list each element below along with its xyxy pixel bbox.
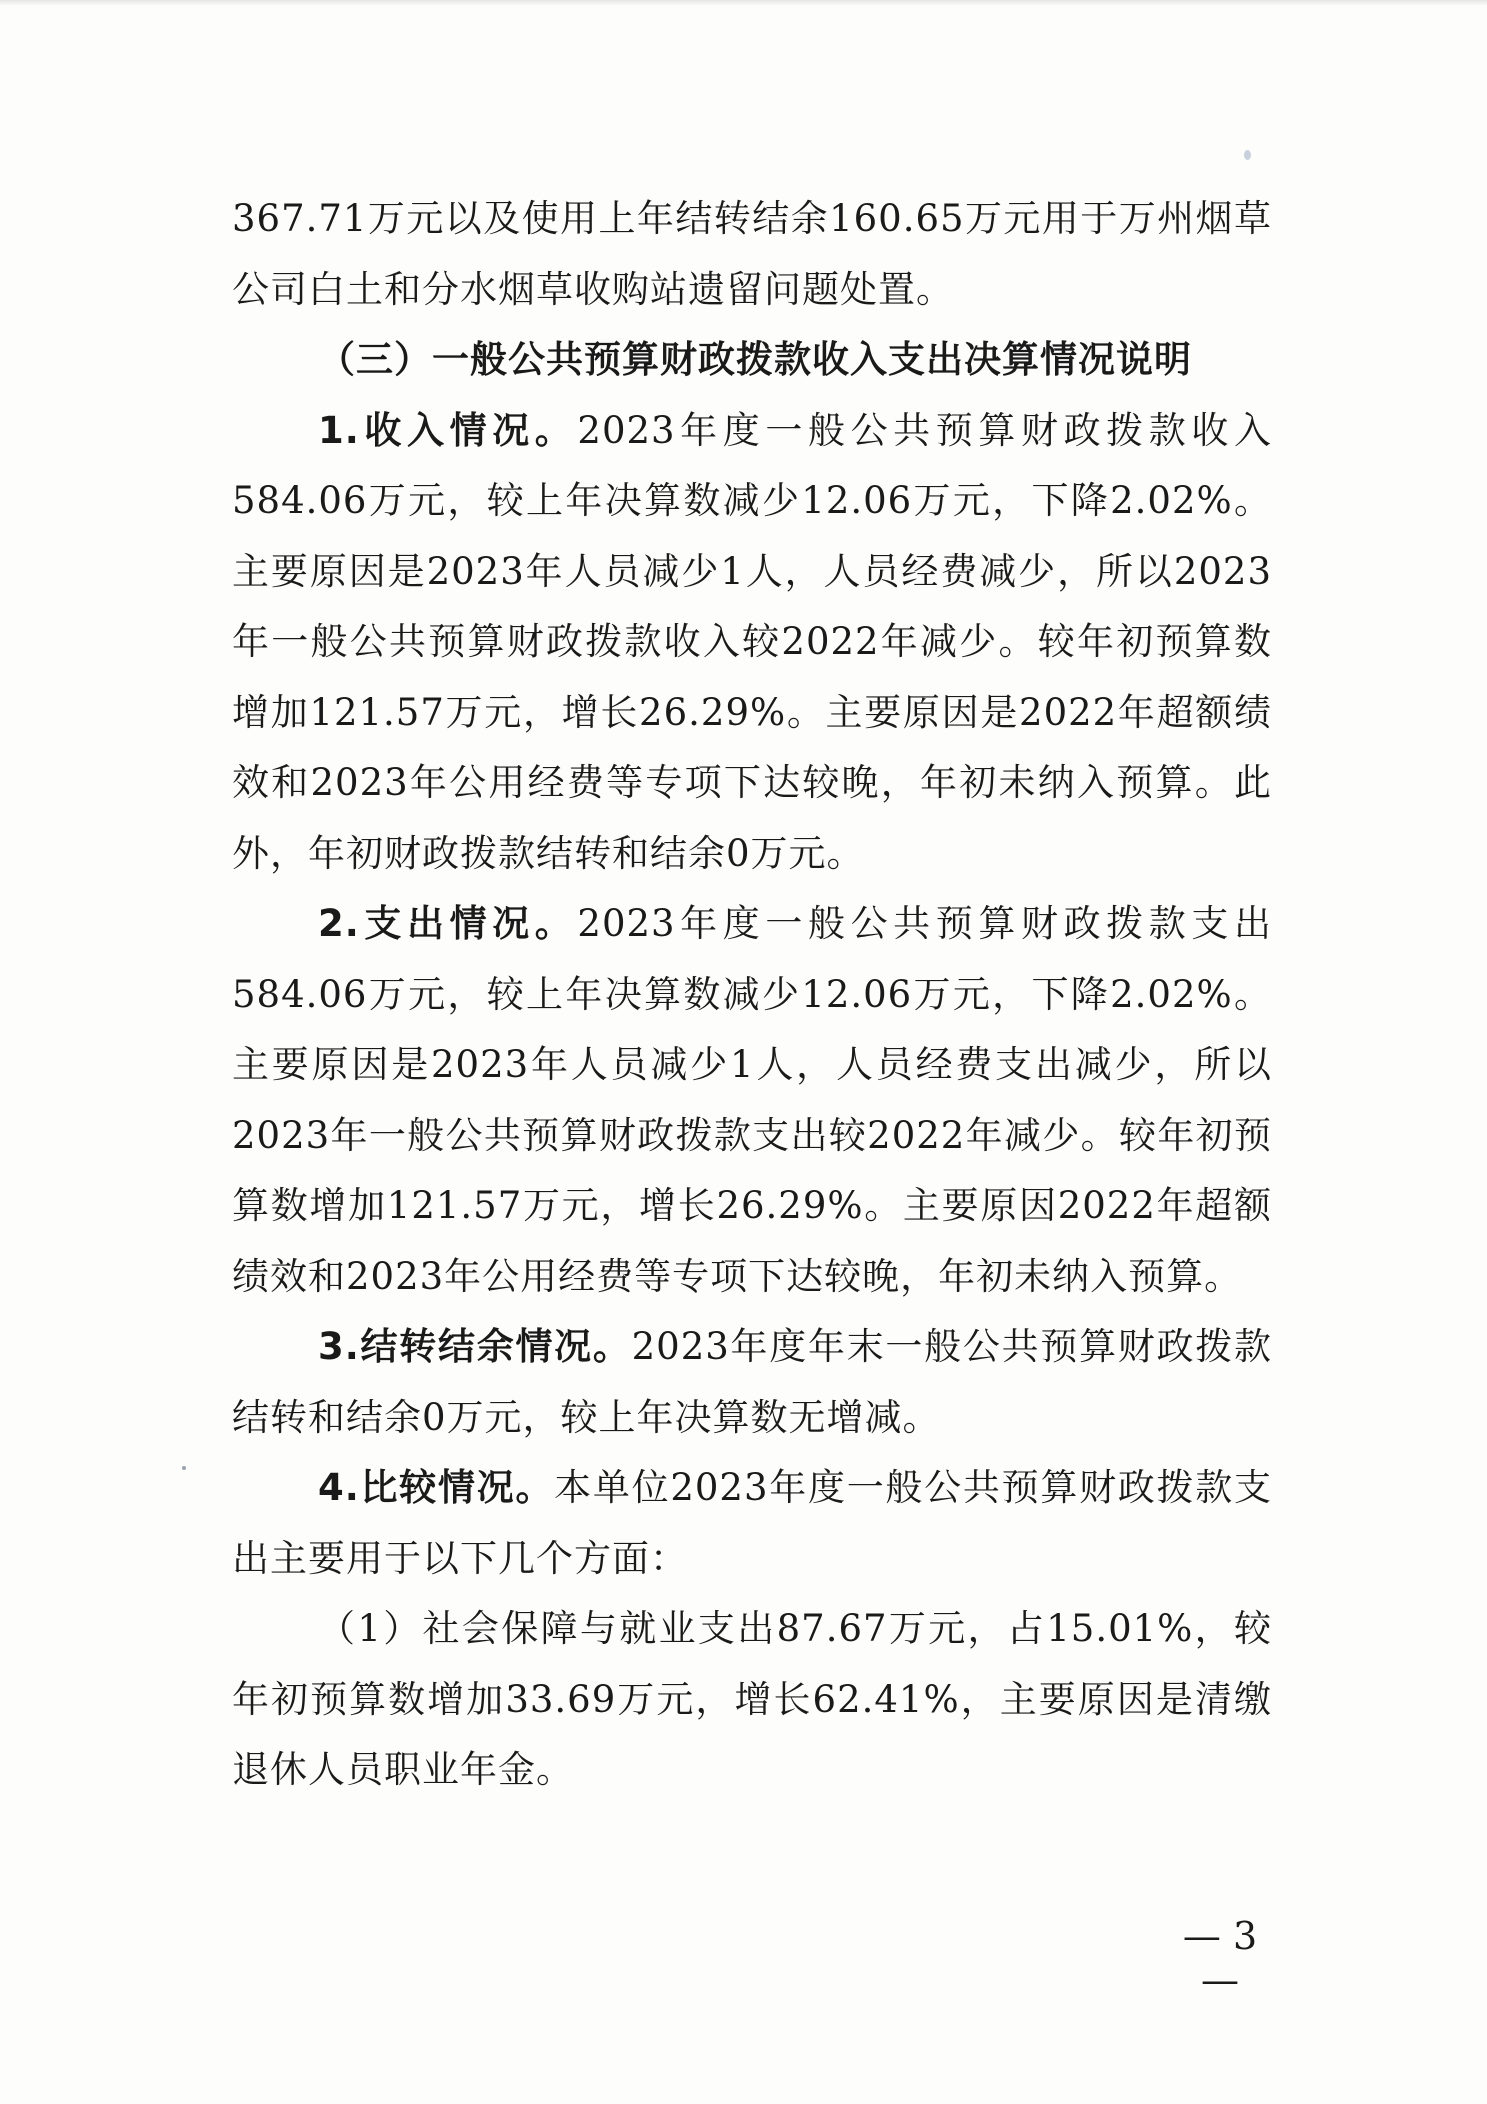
income-text: 2023年度一般公共预算财政拨款收入584.06万元，较上年决算数减少12.06万元，下降2.02%。主要原因是2023年人员减少1人，人员经费减少，所以2023年一般公共预算财政拨款收入较2022年减少。较年初预算数增加121.57万元，增长26.29%。主要原因是2022年超额绩效和2023年公用经费等专项下达较晚，年初未纳入预算。此外，年初财政拨款结转和结余0万元。: [232, 408, 1272, 875]
paragraph-continuation: 367.71万元以及使用上年结转结余160.65万元用于万州烟草公司白土和分水烟草收购站遗留问题处置。: [232, 197, 1272, 311]
paragraph-comparison: [232, 1453, 1272, 1594]
carryover-label: 3.结转结余情况。: [318, 1325, 632, 1368]
scan-speck: [1244, 150, 1251, 160]
scan-edge: [0, 0, 1487, 6]
expenditure-text: 2023年度一般公共预算财政拨款支出584.06万元，较上年决算数减少12.06万元，下降2.02%。主要原因是2023年人员减少1人，人员经费支出减少，所以2023年一般公共预算财政拨款支出较2022年减少。较年初预算数增加121.57万元，增长26.29%。主要原因2022年超额绩效和2023年公用经费等专项下达较晚，年初未纳入预算。: [232, 902, 1272, 1298]
expenditure-label: 2.支出情况。: [318, 902, 578, 945]
paragraph-carryover: [232, 1312, 1272, 1453]
scan-speck: [182, 1466, 186, 1470]
document-body: [232, 184, 1272, 1806]
comparison-label: 4.比较情况。: [318, 1466, 555, 1509]
comparison-text: 本单位2023年度一般公共预算财政拨款支出主要用于以下几个方面：: [232, 1466, 1272, 1580]
carryover-text: 2023年度年末一般公共预算财政拨款结转和结余0万元，较上年决算数无增减。: [232, 1325, 1272, 1439]
paragraph-social-security: （1）社会保障与就业支出87.67万元，占15.01%，较年初预算数增加33.69万元，增长62.41%，主要原因是清缴退休人员职业年金。: [232, 1607, 1272, 1791]
page-number: — 3 —: [1182, 1914, 1258, 2002]
income-label: 1.收入情况。: [318, 408, 578, 452]
paragraph-income: [232, 396, 1272, 890]
section-heading: （三）一般公共预算财政拨款收入支出决算情况说明: [318, 338, 1192, 381]
paragraph-expenditure: [232, 889, 1272, 1312]
